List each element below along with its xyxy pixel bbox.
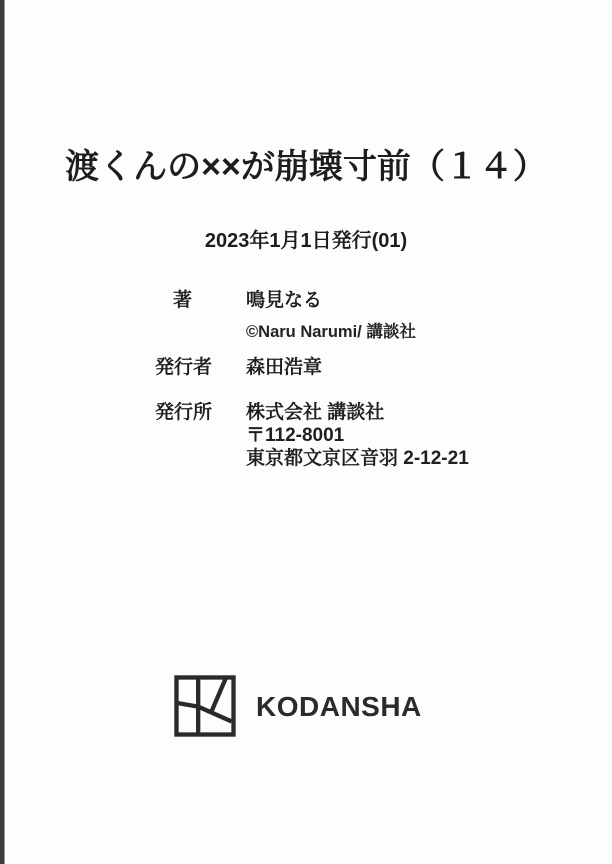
office-address: 東京都文京区音羽 2-12-21 <box>246 448 469 469</box>
office-name: 株式会社 講談社 <box>246 402 385 423</box>
book-title: 渡くんの××が崩壊寸前（１４） <box>65 148 547 186</box>
author-label: 著 <box>173 290 193 311</box>
author-name: 鳴見なる <box>246 290 323 311</box>
author-row <box>155 289 322 312</box>
issue-date-line: 2023年1月1日発行(01) <box>204 230 408 252</box>
office-label: 発行所 <box>155 402 213 423</box>
copyright-line: ©Naru Narumi/ 講談社 <box>246 323 416 341</box>
publisher-label: 発行者 <box>155 357 213 378</box>
publishing-office-row <box>155 401 469 470</box>
office-postal-code: 〒112-8001 <box>246 425 345 446</box>
publisher-row <box>155 356 322 379</box>
kodansha-logo-icon <box>173 675 237 737</box>
kodansha-wordmark: KODANSHA <box>256 691 422 722</box>
scan-edge-strip <box>0 0 5 864</box>
publisher-logo <box>173 675 422 737</box>
publisher-name: 森田浩章 <box>246 357 323 378</box>
